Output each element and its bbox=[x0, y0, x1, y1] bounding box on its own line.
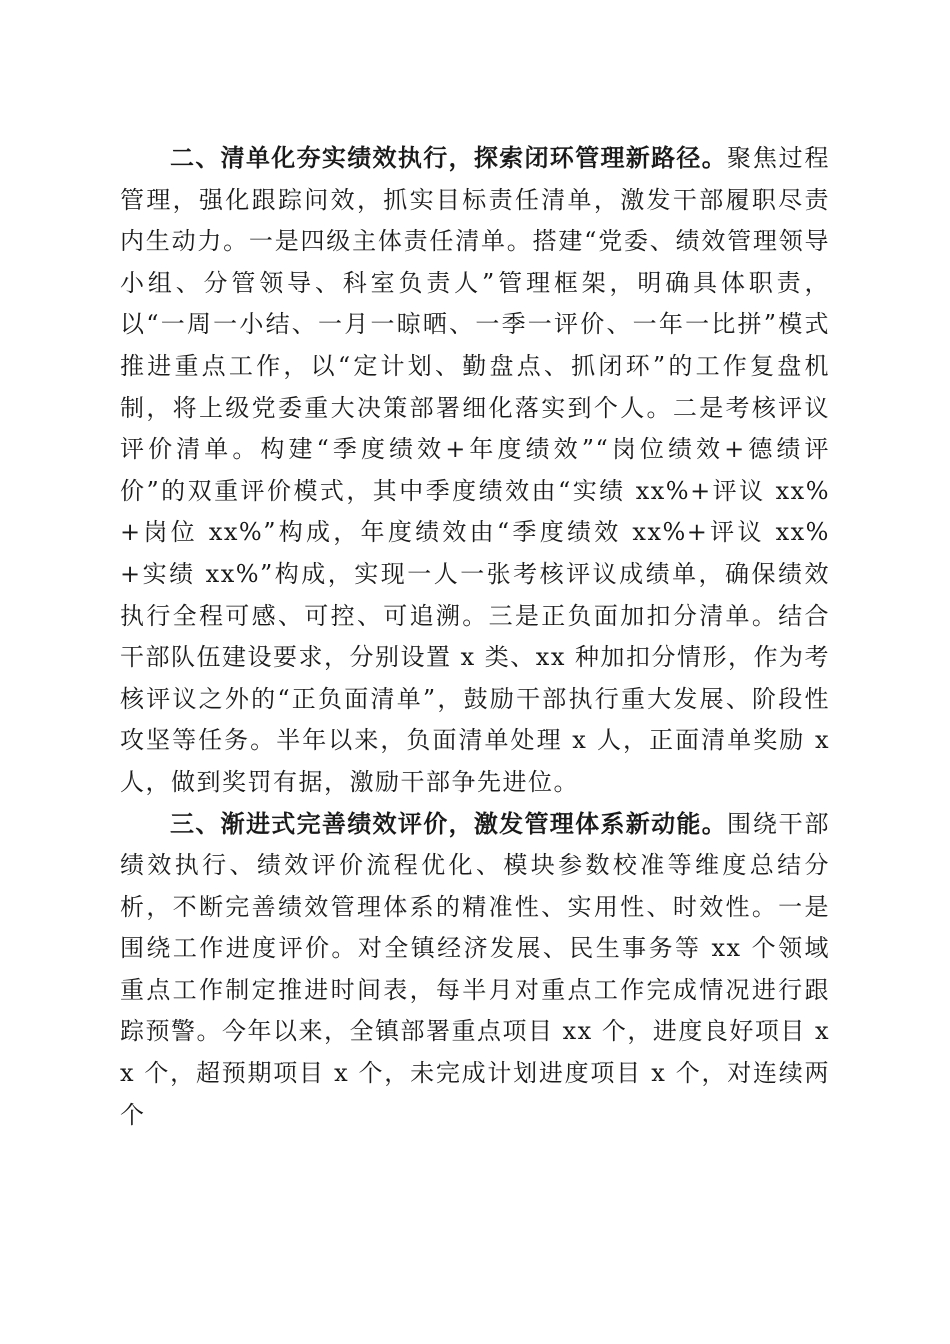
section-heading-3: 三、渐进式完善绩效评价，激发管理体系新动能。 bbox=[170, 809, 728, 838]
section-paragraph-2 bbox=[120, 138, 830, 804]
document-body bbox=[120, 138, 830, 1136]
section-body-3: 围绕干部绩效执行、绩效评价流程优化、模块参数校准等维度总结分析，不断完善绩效管理体系的精准性、实用性、时效性。一是围绕工作进度评价。对全镇经济发展、民生事务等 xx 个领域重点工作制定推进时间表，每半月对重点工作完成情况进行跟踪预警。今年以来，全镇部署重点项目 xx 个，进度良好项目 xx 个，超预期项目 x 个，未完成计划进度项目 x 个，对连续两个 bbox=[120, 809, 831, 1129]
section-paragraph-3 bbox=[120, 804, 830, 1137]
section-heading-2: 二、清单化夯实绩效执行，探索闭环管理新路径。 bbox=[170, 144, 728, 172]
section-body-2: 聚焦过程管理，强化跟踪问效，抓实目标责任清单，激发干部履职尽责内生动力。一是四级主体责任清单。搭建“党委、绩效管理领导小组、分管领导、科室负责人”管理框架，明确具体职责，以“一周一小结、一月一晾晒、一季一评价、一年一比拼”模式推进重点工作，以“定计划、勤盘点、抓闭环”的工作复盘机制，将上级党委重大决策部署细化落实到个人。二是考核评议评价清单。构建“季度绩效+年度绩效”“岗位绩效+德绩评价”的双重评价模式，其中季度绩效由“实绩 xx%+评议 xx%+岗位 xx%”构成，年度绩效由“季度绩效 xx%+评议 xx%+实绩 xx%”构成，实现一人一张考核评议成绩单，确保绩效执行全程可感、可控、可追溯。三是正负面加扣分清单。结合干部队伍建设要求，分别设置 x 类、xx 种加扣分情形，作为考核评议之外的“正负面清单”，鼓励干部执行重大发展、阶段性攻坚等任务。半年以来，负面清单处理 x 人，正面清单奖励 x 人，做到奖罚有据，激励干部争先进位。 bbox=[120, 144, 831, 796]
